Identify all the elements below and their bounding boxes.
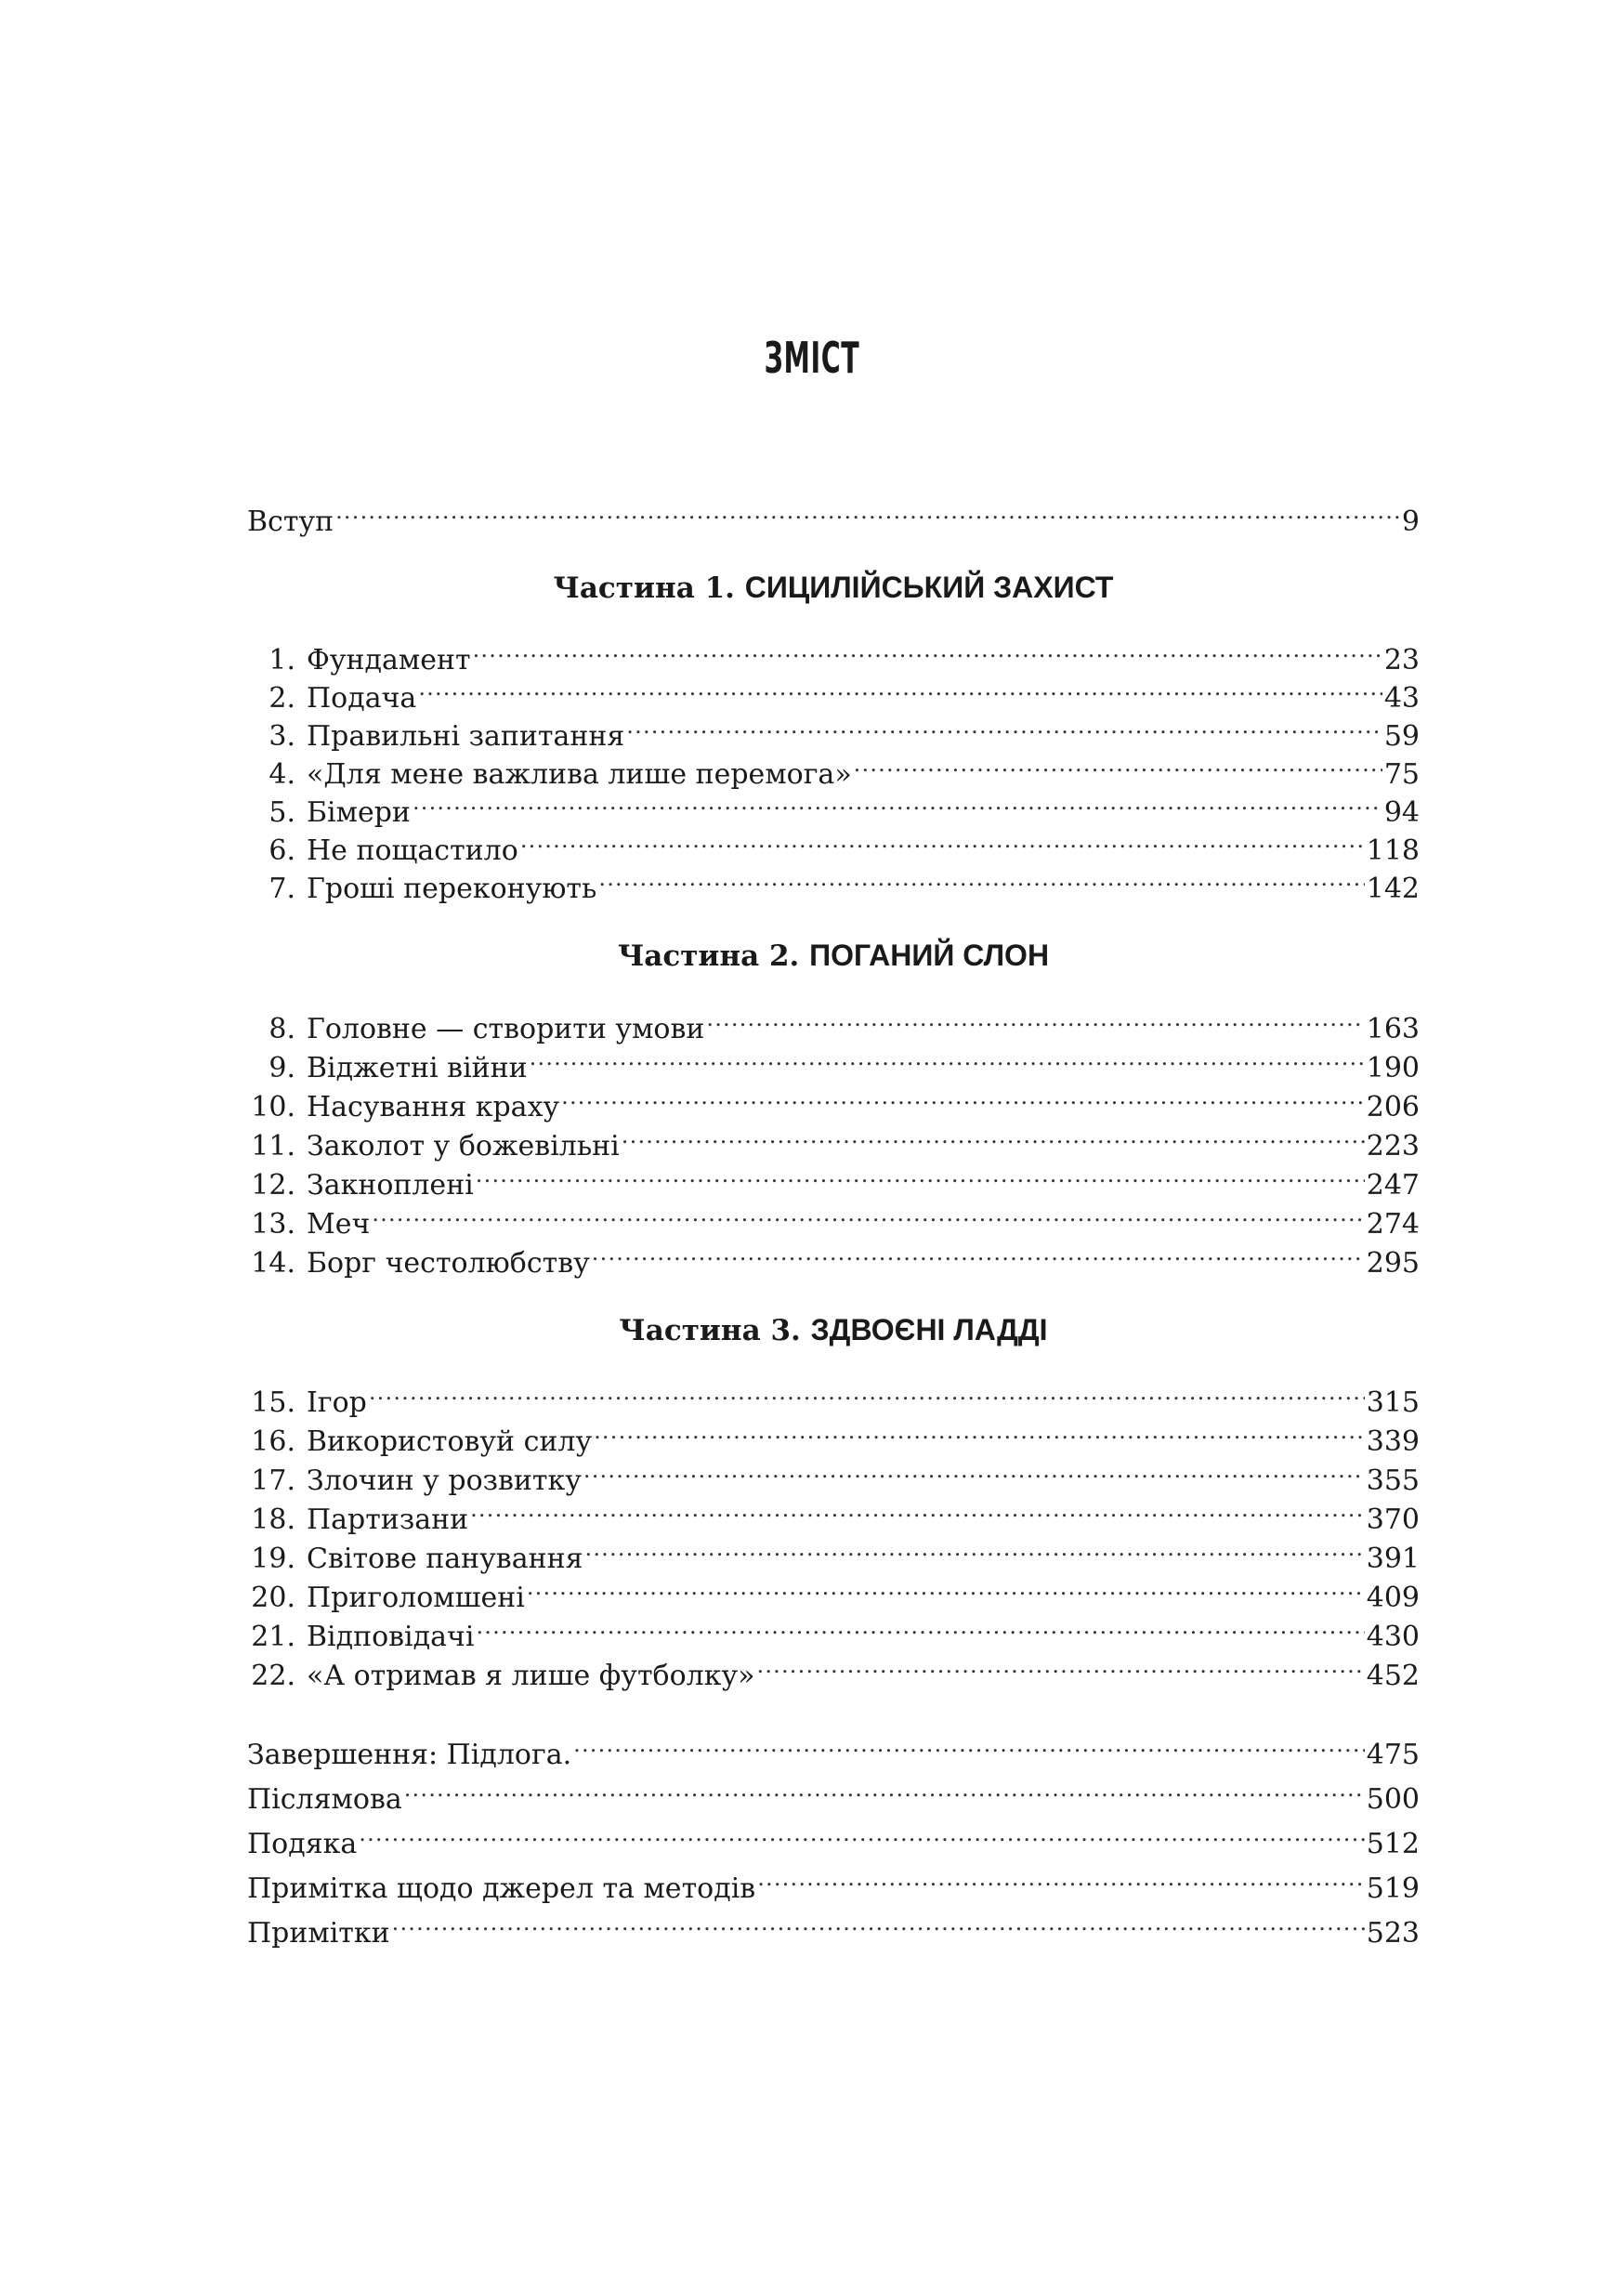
entry-page-number: 247: [1366, 1169, 1420, 1202]
toc-entry-chapter[interactable]: [247, 1038, 1420, 1084]
toc-entry-back-matter[interactable]: [247, 1903, 1420, 1950]
dot-leader: [520, 821, 1365, 860]
entry-page-number: 452: [1366, 1660, 1420, 1692]
dot-leader: [598, 859, 1364, 898]
toc-entry-chapter[interactable]: [247, 1568, 1420, 1614]
entry-title: Фундамент: [307, 644, 471, 676]
dot-leader: [359, 1814, 1364, 1853]
entry-page-number: 75: [1383, 758, 1420, 791]
entry-title: Заколот у божевільні: [307, 1130, 620, 1162]
part-title: СИЦИЛІЙСЬКИЙ ЗАХИСТ: [744, 571, 1114, 604]
chapter-number: 8.: [268, 1013, 295, 1045]
dot-leader: [622, 1116, 1365, 1155]
entry-title: Не пощастило: [307, 834, 518, 867]
chapter-number: 17.: [251, 1464, 295, 1497]
dot-leader: [854, 744, 1382, 783]
entry-title: Завершення: Підлога.: [247, 1739, 572, 1771]
entry-title: Подяка: [247, 1828, 358, 1860]
entry-title: Віджетні війни: [307, 1052, 528, 1084]
chapter-number: 1.: [268, 644, 295, 676]
entry-title: Партизани: [307, 1504, 469, 1536]
dot-leader: [418, 668, 1382, 707]
dot-leader: [706, 999, 1364, 1038]
chapter-number: 12.: [251, 1169, 295, 1202]
chapter-number: 18.: [251, 1504, 295, 1536]
entry-page-number: 23: [1383, 644, 1420, 676]
entry-title: Примітки: [247, 1917, 390, 1950]
part-title: ЗДВОЄНІ ЛАДДІ: [810, 1313, 1048, 1346]
entry-title: «Для мене важлива лише перемога»: [307, 758, 852, 791]
toc-entry-chapter[interactable]: [247, 821, 1420, 867]
entry-title: Бімери: [307, 796, 411, 829]
part-3-heading: [247, 1308, 1420, 1352]
toc-entry-back-matter[interactable]: [247, 1814, 1420, 1860]
toc-entry-chapter[interactable]: [247, 744, 1420, 791]
entry-title: Ігор: [307, 1386, 367, 1419]
dot-leader: [335, 492, 1400, 531]
entry-title: Борг честолюбству: [307, 1247, 590, 1280]
chapter-number: 22.: [251, 1660, 295, 1692]
part-label: Частина 2.: [617, 939, 800, 973]
entry-title: Головне — створити умови: [307, 1013, 705, 1045]
toc-entry-back-matter[interactable]: [247, 1725, 1420, 1771]
entry-page-number: 9: [1401, 506, 1420, 538]
entry-page-number: 500: [1366, 1783, 1420, 1816]
entry-title: Світове панування: [307, 1543, 583, 1575]
toc-entry-chapter[interactable]: [247, 1412, 1420, 1458]
entry-page-number: 59: [1383, 720, 1420, 753]
entry-title: Приголомшені: [307, 1582, 525, 1614]
chapter-number: 15.: [251, 1386, 295, 1419]
chapter-number: 7.: [268, 873, 295, 905]
chapter-number: 4.: [268, 758, 295, 791]
toc-entry-chapter[interactable]: [247, 1116, 1420, 1162]
entry-page-number: 295: [1366, 1247, 1420, 1280]
toc-entry-chapter[interactable]: [247, 1077, 1420, 1123]
entry-page-number: 512: [1366, 1828, 1420, 1860]
dot-leader: [404, 1769, 1365, 1808]
dot-leader: [583, 1451, 1365, 1490]
chapter-number: 6.: [268, 834, 295, 867]
dot-leader: [470, 1490, 1365, 1529]
entry-title: Гроші переконують: [307, 873, 597, 905]
dot-leader: [392, 1903, 1365, 1942]
entry-page-number: 391: [1366, 1543, 1420, 1575]
toc-entry-chapter[interactable]: [247, 706, 1420, 753]
toc-entry-back-matter[interactable]: [247, 1858, 1420, 1905]
toc-entry-chapter[interactable]: [247, 1607, 1420, 1653]
toc-entry-intro[interactable]: [247, 492, 1420, 538]
part-label: Частина 1.: [553, 571, 735, 605]
dot-leader: [530, 1038, 1365, 1077]
entry-title: Меч: [307, 1208, 371, 1241]
entry-title: Післямова: [247, 1783, 402, 1816]
entry-page-number: 163: [1366, 1013, 1420, 1045]
dot-leader: [372, 1194, 1364, 1233]
dot-leader: [756, 1646, 1364, 1685]
entry-page-number: 94: [1383, 796, 1420, 829]
entry-page-number: 523: [1366, 1917, 1420, 1950]
entry-page-number: 274: [1366, 1208, 1420, 1241]
dot-leader: [476, 1155, 1365, 1194]
dot-leader: [369, 1372, 1365, 1412]
entry-title: Використовуй силу: [307, 1425, 593, 1458]
dot-leader: [757, 1858, 1365, 1898]
toc-entry-chapter[interactable]: [247, 1451, 1420, 1497]
dot-leader: [473, 630, 1382, 669]
toc-entry-chapter[interactable]: [247, 1646, 1420, 1692]
toc-entry-chapter[interactable]: [247, 782, 1420, 829]
entry-page-number: 43: [1383, 682, 1420, 715]
entry-title: Закноплені: [307, 1169, 474, 1202]
toc-entry-chapter[interactable]: [247, 630, 1420, 676]
part-title: ПОГАНИЙ СЛОН: [809, 939, 1050, 972]
entry-page-number: 519: [1366, 1872, 1420, 1905]
toc-entry-chapter[interactable]: [247, 1194, 1420, 1241]
part-label: Частина 3.: [619, 1314, 801, 1347]
entry-title: Вступ: [247, 506, 334, 538]
chapter-number: 13.: [251, 1208, 295, 1241]
chapter-number: 9.: [268, 1052, 295, 1084]
page-title: ЗМІСТ: [764, 333, 860, 383]
chapter-number: 21.: [251, 1621, 295, 1653]
toc-entry-chapter[interactable]: [247, 1155, 1420, 1202]
entry-page-number: 190: [1366, 1052, 1420, 1084]
entry-page-number: 206: [1366, 1091, 1420, 1123]
part-2-heading: [247, 934, 1420, 978]
chapter-number: 3.: [268, 720, 295, 753]
dot-leader: [594, 1412, 1365, 1451]
chapter-number: 5.: [268, 796, 295, 829]
dot-leader: [476, 1607, 1364, 1646]
entry-title: Примітка щодо джерел та методів: [247, 1872, 756, 1905]
chapter-number: 10.: [251, 1091, 295, 1123]
toc-entry-chapter[interactable]: [247, 999, 1420, 1045]
dot-leader: [626, 706, 1382, 745]
entry-title: Насування краху: [307, 1091, 560, 1123]
entry-page-number: 315: [1366, 1386, 1420, 1419]
toc-entry-chapter[interactable]: [247, 668, 1420, 715]
chapter-number: 16.: [251, 1425, 295, 1458]
entry-title: Відповідачі: [307, 1621, 475, 1653]
dot-leader: [592, 1233, 1365, 1272]
dot-leader: [527, 1568, 1365, 1607]
entry-title: Подача: [307, 682, 417, 715]
entry-page-number: 355: [1366, 1464, 1420, 1497]
entry-page-number: 409: [1366, 1582, 1420, 1614]
chapter-number: 14.: [251, 1247, 295, 1280]
chapter-number: 20.: [251, 1582, 295, 1614]
entry-page-number: 370: [1366, 1504, 1420, 1536]
entry-title: «А отримав я лише футболку»: [307, 1660, 755, 1692]
chapter-number: 11.: [251, 1130, 295, 1162]
entry-page-number: 142: [1366, 873, 1420, 905]
entry-page-number: 430: [1366, 1621, 1420, 1653]
toc-entry-chapter[interactable]: [247, 859, 1420, 905]
chapter-number: 2.: [268, 682, 295, 715]
entry-page-number: 223: [1366, 1130, 1420, 1162]
part-1-heading: [247, 566, 1420, 610]
dot-leader: [585, 1529, 1365, 1568]
entry-page-number: 118: [1366, 834, 1420, 867]
chapter-number: 19.: [251, 1543, 295, 1575]
entry-title: Правильні запитання: [307, 720, 625, 753]
entry-page-number: 339: [1366, 1425, 1420, 1458]
toc-entry-chapter[interactable]: [247, 1490, 1420, 1536]
dot-leader: [561, 1077, 1365, 1116]
toc-entry-chapter[interactable]: [247, 1233, 1420, 1280]
dot-leader: [413, 782, 1382, 821]
entry-title: Злочин у розвитку: [307, 1464, 582, 1497]
dot-leader: [573, 1725, 1365, 1764]
toc-entry-back-matter[interactable]: [247, 1769, 1420, 1816]
toc-entry-chapter[interactable]: [247, 1529, 1420, 1575]
entry-page-number: 475: [1366, 1739, 1420, 1771]
toc-entry-chapter[interactable]: [247, 1372, 1420, 1419]
